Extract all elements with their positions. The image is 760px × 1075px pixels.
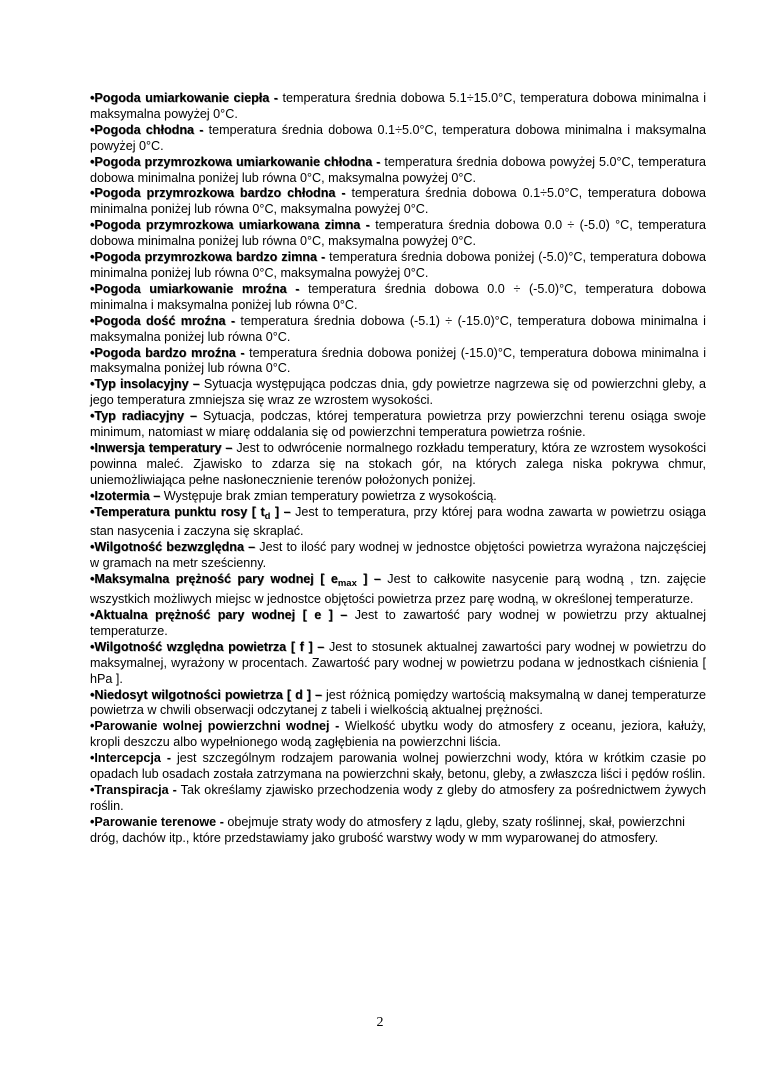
definition-text: temperatura średnia dobowa poniżej (-15.0)°C, temperatura dobowa minimalna i maksymalna poniżej lub równa 0°C. (90, 345, 706, 376)
definition-entry (90, 282, 706, 314)
definition-term: •Wilgotność względna powietrza [ f ] – (90, 639, 325, 654)
page-number: 2 (376, 1015, 384, 1030)
definition-term: •Aktualna prężność pary wodnej [ e ] – (90, 608, 348, 622)
definition-text: Występuje brak zmian temperatury powietrza z wysokością. (160, 488, 497, 503)
definition-entry (90, 489, 706, 505)
term-subscript: d (264, 510, 271, 522)
definition-term: •Intercepcja - (90, 751, 172, 766)
definition-entry (90, 719, 706, 751)
definition-entry (90, 608, 706, 640)
definition-entry (90, 815, 706, 847)
definition-entry (90, 218, 706, 250)
definition-entry (90, 314, 706, 346)
definition-entry (90, 346, 706, 378)
definition-text: Wielkość ubytku wody do atmosfery z oceanu, jeziora, kałuży, kropli deszczu albo wypełnionego wodą zagłębienia na powierzchni liścia. (90, 719, 706, 750)
definition-text: temperatura średnia dobowa poniżej (-5.0)°C, temperatura dobowa minimalna poniżej lub równa 0°C, maksymalna powyżej 0°C. (90, 250, 706, 280)
definition-term: •Pogoda umiarkowanie ciepła - (90, 91, 278, 105)
definition-entry (90, 377, 706, 409)
definition-text: jest różnicą pomiędzy wartością maksymalną w danej temperaturze powietrza w chwili obserwacji odczytanej z tabeli i wielkością aktualnej prężności. (90, 687, 706, 718)
definition-entry (90, 409, 706, 441)
definition-entry (90, 540, 706, 572)
definition-term: •Maksymalna prężność pary wodnej [ e (90, 572, 338, 587)
definition-text: temperatura średnia dobowa (-5.1) ÷ (-15.0)°C, temperatura dobowa minimalna i maksymalna poniżej lub równa 0°C. (90, 313, 706, 344)
definition-term: •Parowanie wolnej powierzchni wodnej - (90, 719, 340, 734)
definition-term: •Pogoda przymrozkowa umiarkowana zimna - (90, 218, 370, 233)
definition-entry (90, 186, 706, 218)
definition-term: •Pogoda przymrozkowa bardzo chłodna - (90, 186, 346, 201)
definition-text: Jest to ilość pary wodnej w jednostce objętości powietrza wyrażona najczęściej w gramach na metr sześcienny. (90, 540, 706, 571)
definition-text: jest szczególnym rodzajem parowania wolnej powierzchni wody, która w krótkim czasie po opadach lub osadach została zatrzymana na powierzchni skały, betonu, gleby, a zwłaszcza liści i pędów roślin. (90, 751, 706, 782)
definition-text: Jest to zawartość pary wodnej w powietrzu przy aktualnej temperaturze. (90, 608, 707, 638)
definition-entry (90, 751, 706, 783)
term-subscript: max (337, 578, 357, 590)
definition-term: •Transpiracja - (90, 782, 177, 797)
definition-term-end: ] – (270, 504, 291, 519)
definition-text: temperatura średnia dobowa 0.0 ÷ (-5.0) °C, temperatura dobowa minimalna poniżej lub równa 0°C, maksymalna powyżej 0°C. (90, 218, 706, 249)
definition-term: •Pogoda umiarkowanie mroźna - (90, 281, 300, 296)
definition-text: temperatura średnia dobowa 5.1÷15.0°C, temperatura dobowa minimalna i maksymalna powyżej 0°C. (90, 91, 706, 121)
definition-entry (90, 91, 706, 123)
definition-text: Jest to stosunek aktualnej zawartości pary wodnej w powietrzu do maksymalnej, wyrażony w procentach. Zawartość pary wodnej w powietrzu podana w jednostkach ciśnienia [ hPa ]. (90, 639, 706, 686)
definition-term: •Inwersja temperatury – (90, 440, 233, 455)
definition-text: temperatura średnia dobowa 0.1÷5.0°C, temperatura dobowa minimalna poniżej lub równa 0°C, maksymalna powyżej 0°C. (90, 186, 706, 217)
definition-entry (90, 783, 706, 815)
definition-entry (90, 155, 706, 187)
definition-entry (90, 441, 706, 489)
definition-term: •Pogoda przymrozkowa umiarkowanie chłodna - (90, 154, 381, 169)
definition-text: obejmuje straty wody do atmosfery z lądu, gleby, szaty roślinnej, skał, powierzchni dróg, dachów itp., które przedstawiamy jako grubość warstwy wody w mm wyparowanej do atmosfery. (90, 814, 685, 845)
definition-term: •Pogoda chłodna - (90, 122, 204, 137)
definition-text: Tak określamy zjawisko przechodzenia wody z gleby do atmosfery za pośrednictwem żywych roślin. (90, 782, 706, 813)
definition-text: temperatura średnia dobowa 0.1÷5.0°C, temperatura dobowa minimalna i maksymalna powyżej 0°C. (90, 122, 706, 153)
definition-term: •Typ radiacyjny – (90, 409, 197, 424)
definition-entry (90, 250, 706, 282)
definition-term: •Niedosyt wilgotności powietrza [ d ] – (90, 687, 322, 702)
definition-entry (90, 688, 706, 720)
definition-entry (90, 640, 706, 688)
definition-term: •Parowanie terenowe - (90, 814, 224, 829)
definition-entry (90, 123, 706, 155)
definition-text: temperatura średnia dobowa 0.0 ÷ (-5.0)°C, temperatura dobowa minimalna i maksymalna poniżej lub równa 0°C. (90, 281, 706, 312)
definition-text: Sytuacja występująca podczas dnia, gdy powietrze nagrzewa się od powierzchni gleby, a jego temperatura zmniejsza się wraz ze wzrostem wysokości. (90, 377, 706, 408)
definition-text: Jest to całkowite nasycenie parą wodną , tzn. zajęcie wszystkich możliwych miejsc w jednostce objętości powietrza przez parę wodną, w określonej temperaturze. (90, 572, 707, 607)
definition-entry (90, 505, 706, 541)
document-body (90, 91, 706, 847)
definition-entry (90, 572, 706, 608)
definition-term: •Pogoda bardzo mroźna - (90, 345, 245, 360)
definition-term: •Pogoda dość mroźna - (90, 313, 236, 328)
definition-text: Sytuacja, podczas, której temperatura powietrza przy powierzchni terenu osiąga swoje minimum, natomiast w miarę oddalania się od powierzchni temperatura powietrza rośnie. (90, 409, 707, 440)
definition-term: •Pogoda przymrozkowa bardzo zimna - (90, 250, 326, 265)
definition-term: •Izotermia – (90, 488, 161, 503)
definition-term: •Temperatura punktu rosy [ t (90, 504, 265, 519)
definition-term-end: ] – (356, 572, 381, 587)
definition-term: •Wilgotność bezwzględna – (90, 540, 256, 555)
definition-text: Jest to odwrócenie normalnego rozkładu temperatury, która ze wzrostem wysokości powinna maleć. Zjawisko to zdarza się na stokach gór, na których zalega niska pokrywa chmur, uniemożliwiająca pełne nasłonecznienie terenów położonych poniżej. (90, 440, 706, 487)
definition-term: •Typ insolacyjny – (90, 377, 200, 392)
definition-text: temperatura średnia dobowa powyżej 5.0°C, temperatura dobowa minimalna poniżej lub równa 0°C, maksymalna powyżej 0°C. (90, 154, 706, 185)
definition-text: Jest to temperatura, przy której para wodna zawarta w powietrzu osiąga stan nasycenia i zaczyna się skraplać. (90, 504, 707, 539)
